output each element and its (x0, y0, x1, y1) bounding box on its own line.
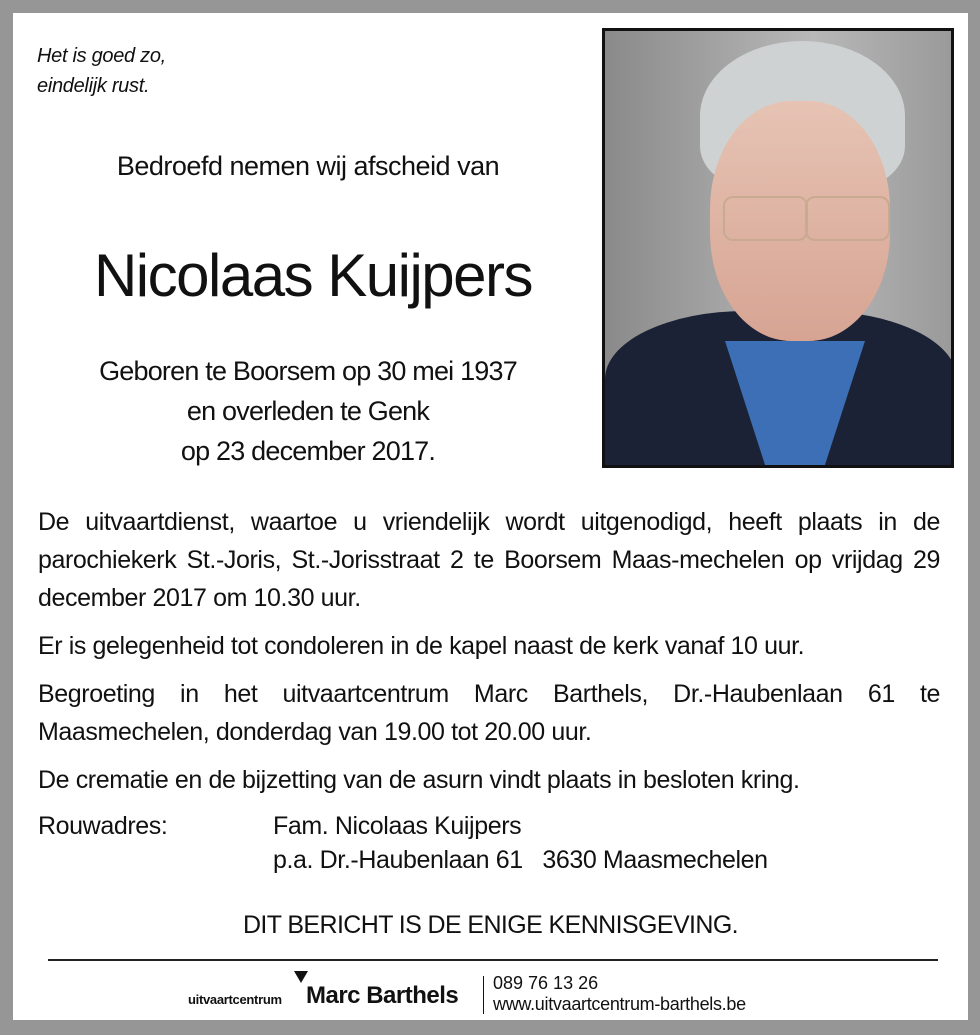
cremation-paragraph: De crematie en de bijzetting van de asurn vindt plaats in besloten kring. (38, 766, 800, 794)
address-label: Rouwadres: (38, 812, 168, 840)
service-paragraph: De uitvaartdienst, waartoe u vriendelijk wordt uitgenodigd, heeft plaats in de parochiekerk St.-Joris, St.-Jorisstraat 2 te Boorsem Maas-mechelen op vrijdag 29 december 2017 om 10.30 uur. (38, 508, 940, 612)
life-dates (13, 351, 603, 471)
portrait-photo (602, 28, 954, 468)
visitation-paragraph: Begroeting in het uitvaartcentrum Marc Barthels, Dr.-Haubenlaan 61 te Maasmechelen, donderdag van 19.00 tot 20.00 uur. (38, 680, 940, 746)
address-line: Fam. Nicolaas Kuijpers (273, 812, 522, 840)
notice-body (38, 503, 940, 877)
footer-separator (483, 976, 484, 1014)
footer-brand: Marc Barthels (306, 982, 459, 1009)
divider (48, 959, 938, 961)
motto-line: Het is goed zo, (37, 45, 166, 67)
motto (37, 41, 166, 101)
address-line: p.a. Dr.-Haubenlaan 61 3630 Maasmechelen (273, 846, 768, 874)
notice-statement: DIT BERICHT IS DE ENIGE KENNISGEVING. (242, 911, 739, 939)
intro-text: Bedroefd nemen wij afscheid van (116, 151, 500, 181)
death-notice (13, 13, 968, 1020)
footer-website[interactable]: www.uitvaartcentrum-barthels.be (493, 994, 746, 1014)
funeral-home-footer (183, 968, 843, 1018)
footer-phone: 089 76 13 26 (493, 973, 599, 993)
footer-prefix: uitvaartcentrum (188, 992, 282, 1007)
condolence-paragraph: Er is gelegenheid tot condoleren in de kapel naast de kerk vanaf 10 uur. (38, 632, 805, 660)
deceased-name: Nicolaas Kuijpers (93, 242, 533, 309)
death-date-line: op 23 december 2017. (180, 436, 436, 466)
mourning-address (38, 809, 940, 877)
death-place-line: en overleden te Genk (186, 396, 430, 426)
birth-line: Geboren te Boorsem op 30 mei 1937 (99, 356, 517, 386)
motto-line: eindelijk rust. (37, 75, 150, 97)
